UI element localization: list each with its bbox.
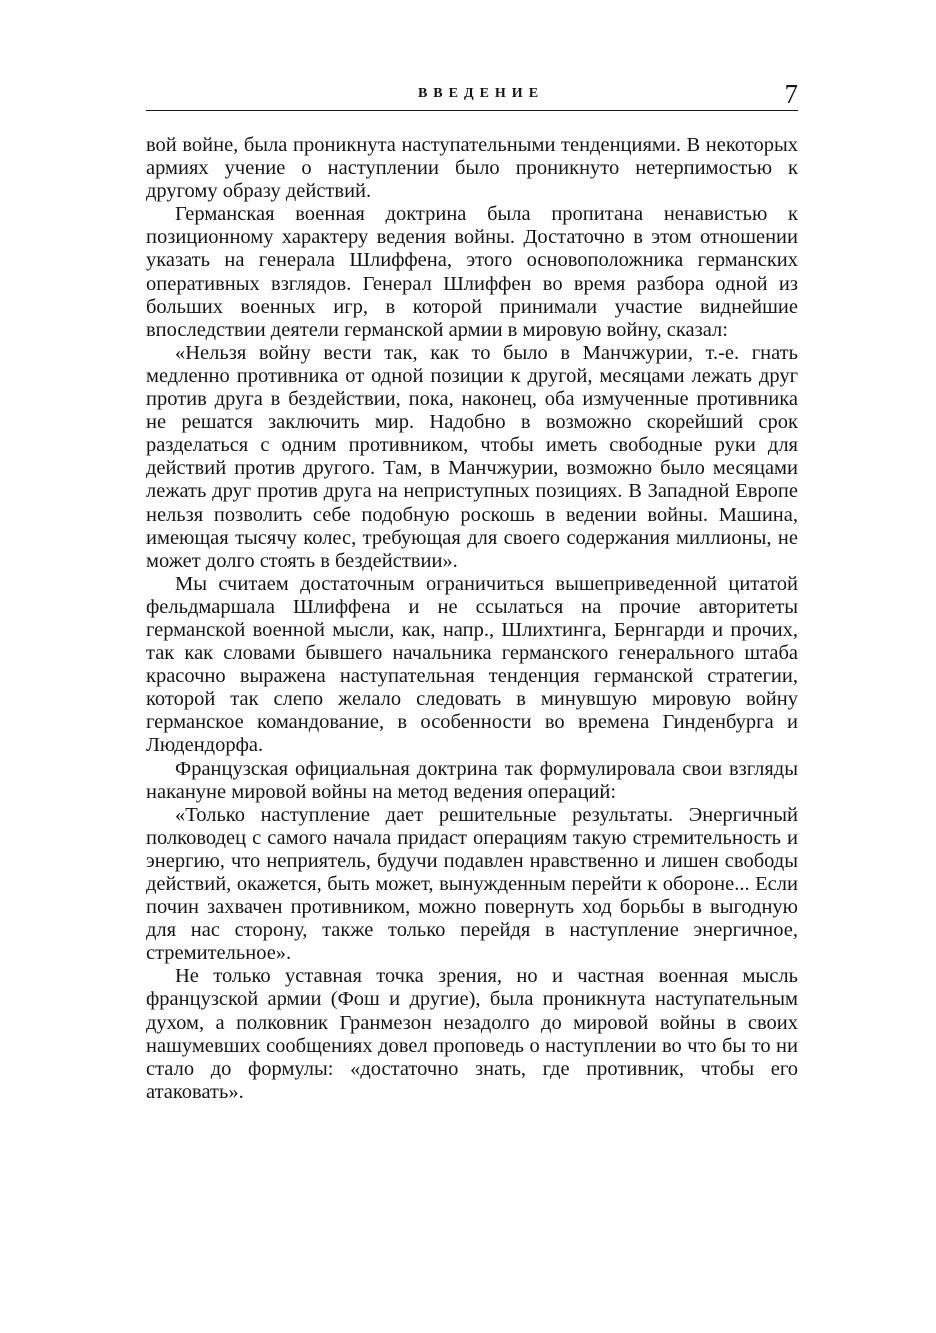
paragraph-1: вой войне, была проникнута наступательными тенденциями. В некоторых армиях учение о наступлении было проникнуто нетерпимостью к другому образу действий. <box>146 134 798 203</box>
paragraph-2: Германская военная доктрина была пропитана ненавистью к позиционному характеру ведения войны. Достаточно в этом отношении указать на генерала Шлиффена, этого основоположника германских оперативных взглядов. Генерал Шлиффен во время разбора одной из больших военных игр, в которой принимали участие виднейшие впоследствии деятели германской армии в мировую войну, сказал: <box>146 203 798 341</box>
paragraph-7: Не только уставная точка зрения, но и частная военная мысль французской армии (Фош и другие), была проникнута наступательным духом, а полковник Гранмезон незадолго до мировой войны в своих нашумевших сообщениях довел проповедь о наступлении во что бы то ни стало до формулы: «достаточно знать, где противник, чтобы его атаковать». <box>146 965 798 1103</box>
running-head <box>146 79 798 110</box>
header-rule <box>146 110 798 111</box>
paragraph-5: Французская официальная доктрина так формулировала свои взгляды накануне мировой войны на метод ведения операций: <box>146 757 798 803</box>
page-number: 7 <box>784 79 798 109</box>
paragraph-4: Мы считаем достаточным ограничиться вышеприведенной цитатой фельдмаршала Шлиффена и не ссылаться на прочие авторитеты германской военной мысли, как, напр., Шлихтинга, Бернгарди и прочих, так как словами бывшего начальника германского генерального штаба красочно выражена наступательная тенденция германской стратегии, которой так слепо желало следовать в минувшую мировую войну германское командование, в особенности во времена Гинденбурга и Людендорфа. <box>146 572 798 757</box>
body-text <box>146 134 798 1104</box>
paragraph-3-quote-schlieffen: «Нельзя войну вести так, как то было в Манчжурии, т.-е. гнать медленно противника от одной позиции к другой, месяцами лежать друг против друга в бездействии, пока, наконец, оба измученные противника не решатся заключить мир. Надобно в возможно скорейший срок разделаться с одним противником, чтобы иметь свободные руки для действий против другого. Там, в Манчжурии, возможно было месяцами лежать друг против друга на неприступных позициях. В Западной Европе нельзя позволить себе подобную роскошь в ведении войны. Машина, имеющая тысячу колес, требующая для своего содержания миллионы, не может долго стоять в бездействии». <box>146 341 798 572</box>
paragraph-6-quote-french-doctrine: «Только наступление дает решительные результаты. Энергичный полководец с самого начала придаст операциям такую стремительность и энергию, что неприятель, будучи подавлен нравственно и лишен свободы действий, окажется, быть может, вынужденным перейти к обороне... Если почин захвачен противником, можно повернуть ход борьбы в выгодную для нас сторону, также только перейдя в наступление энергичное, стремительное». <box>146 803 798 965</box>
running-title: ВВЕДЕНИЕ <box>417 86 545 101</box>
